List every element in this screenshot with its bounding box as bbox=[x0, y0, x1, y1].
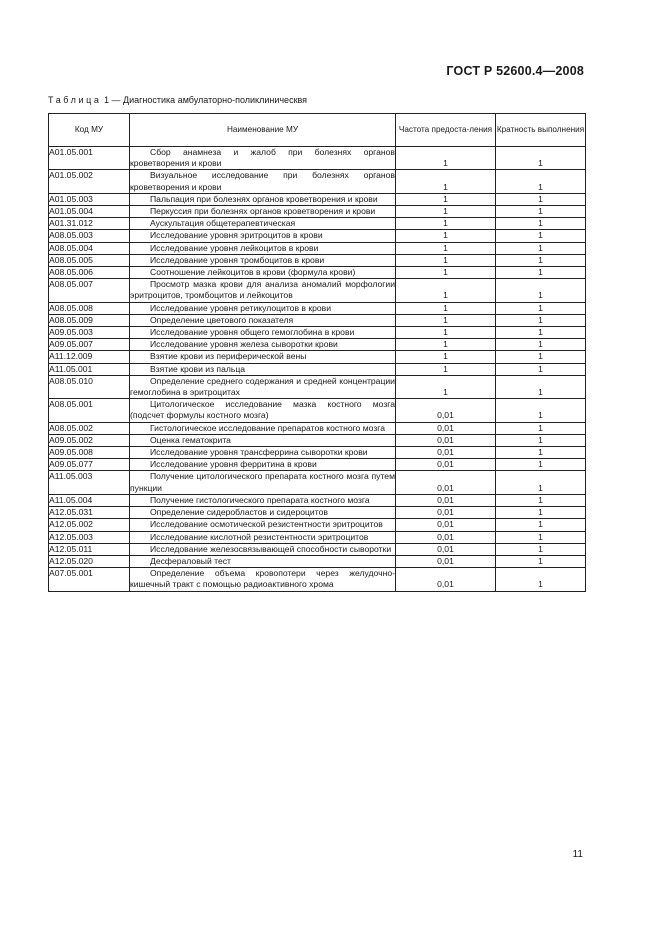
cell-multiplicity: 1 bbox=[496, 434, 586, 446]
cell-code: A09.05.003 bbox=[49, 327, 130, 339]
cell-name: Визуальное исследование при болезнях органов кроветворения и крови bbox=[130, 170, 395, 192]
table-row bbox=[49, 327, 586, 339]
table-caption-label: Таблица bbox=[48, 95, 102, 105]
cell-multiplicity: 1 bbox=[496, 399, 586, 422]
page-number: 11 bbox=[572, 849, 583, 860]
cell-code: A08.05.003 bbox=[49, 230, 130, 242]
services-table bbox=[48, 113, 586, 592]
column-header-code: Код МУ bbox=[49, 114, 130, 147]
table-row bbox=[49, 434, 586, 446]
cell-multiplicity: 1 bbox=[496, 279, 586, 302]
cell-name: Исследование уровня общего гемоглобина в крови bbox=[130, 327, 396, 339]
table-row bbox=[49, 447, 586, 459]
cell-code: A01.05.001 bbox=[49, 147, 130, 170]
cell-frequency: 0,01 bbox=[396, 568, 496, 591]
cell-name: Определение объема кровопотери через желудочно-кишечный тракт с помощью радиоактивного хрома bbox=[130, 568, 395, 590]
column-header-name: Наименование МУ bbox=[130, 114, 396, 147]
cell-multiplicity: 1 bbox=[496, 314, 586, 326]
cell-name: Исследование осмотической резистентности эритроцитов bbox=[130, 519, 396, 531]
table-row bbox=[49, 242, 586, 254]
cell-multiplicity: 1 bbox=[496, 531, 586, 543]
cell-code: A08.05.008 bbox=[49, 302, 130, 314]
cell-code: A09.05.008 bbox=[49, 447, 130, 459]
cell-code: A12.05.031 bbox=[49, 507, 130, 519]
table-row bbox=[49, 206, 586, 218]
cell-code: A09.05.077 bbox=[49, 459, 130, 471]
cell-name: Сбор анамнеза и жалоб при болезнях органов кроветворения и крови bbox=[130, 147, 395, 169]
cell-frequency: 0,01 bbox=[396, 447, 496, 459]
cell-name: Соотношение лейкоцитов в крови (формула крови) bbox=[130, 267, 396, 279]
cell-multiplicity: 1 bbox=[496, 519, 586, 531]
cell-frequency: 0,01 bbox=[396, 399, 496, 422]
table-row bbox=[49, 218, 586, 230]
cell-frequency: 1 bbox=[396, 242, 496, 254]
cell-frequency: 1 bbox=[396, 147, 496, 170]
cell-name: Исследование уровня ферритина в крови bbox=[130, 459, 396, 471]
table-row bbox=[49, 399, 586, 422]
cell-code: A11.12.009 bbox=[49, 351, 130, 363]
table-row bbox=[49, 422, 586, 434]
cell-multiplicity: 1 bbox=[496, 363, 586, 375]
cell-multiplicity: 1 bbox=[496, 267, 586, 279]
cell-multiplicity: 1 bbox=[496, 327, 586, 339]
table-row bbox=[49, 568, 586, 591]
cell-code: A12.05.020 bbox=[49, 555, 130, 567]
cell-frequency: 1 bbox=[396, 230, 496, 242]
table-row bbox=[49, 555, 586, 567]
cell-multiplicity: 1 bbox=[496, 507, 586, 519]
cell-name: Исследование уровня лейкоцитов в крови bbox=[130, 242, 396, 254]
cell-multiplicity: 1 bbox=[496, 459, 586, 471]
cell-frequency: 1 bbox=[396, 170, 496, 193]
cell-code: A09.05.002 bbox=[49, 434, 130, 446]
cell-multiplicity: 1 bbox=[496, 339, 586, 351]
table-row bbox=[49, 543, 586, 555]
cell-frequency: 1 bbox=[396, 279, 496, 302]
cell-name: Исследование уровня тромбоцитов в крови bbox=[130, 254, 396, 266]
cell-code: A08.05.007 bbox=[49, 279, 130, 302]
cell-frequency: 1 bbox=[396, 314, 496, 326]
cell-multiplicity: 1 bbox=[496, 555, 586, 567]
column-header-frequency: Частота предоста-ления bbox=[396, 114, 496, 147]
cell-code: A09.05.007 bbox=[49, 339, 130, 351]
cell-code: A08.05.006 bbox=[49, 267, 130, 279]
table-row bbox=[49, 147, 586, 170]
table-caption bbox=[48, 95, 307, 105]
cell-code: A08.05.010 bbox=[49, 375, 130, 398]
document-code: ГОСТ Р 52600.4—2008 bbox=[446, 64, 584, 78]
cell-code: A08.05.009 bbox=[49, 314, 130, 326]
cell-name: Определение сидеробластов и сидероцитов bbox=[130, 507, 396, 519]
cell-multiplicity: 1 bbox=[496, 254, 586, 266]
cell-code: A07.05.001 bbox=[49, 568, 130, 591]
cell-code: A01.05.004 bbox=[49, 206, 130, 218]
cell-name: Аускультация общетерапевтическая bbox=[130, 218, 396, 230]
cell-frequency: 1 bbox=[396, 218, 496, 230]
cell-code: A08.05.004 bbox=[49, 242, 130, 254]
table-row bbox=[49, 363, 586, 375]
cell-frequency: 0,01 bbox=[396, 422, 496, 434]
column-header-multiplicity: Кратность выполнения bbox=[496, 114, 586, 147]
cell-multiplicity: 1 bbox=[496, 230, 586, 242]
cell-multiplicity: 1 bbox=[496, 447, 586, 459]
cell-name: Исследование кислотной резистентности эритроцитов bbox=[130, 531, 396, 543]
table-row bbox=[49, 230, 586, 242]
table-row bbox=[49, 254, 586, 266]
cell-frequency: 1 bbox=[396, 302, 496, 314]
cell-multiplicity: 1 bbox=[496, 242, 586, 254]
cell-frequency: 0,01 bbox=[396, 531, 496, 543]
table-row bbox=[49, 279, 586, 302]
cell-frequency: 1 bbox=[396, 267, 496, 279]
table-body bbox=[49, 147, 586, 592]
table-row bbox=[49, 351, 586, 363]
cell-code: A11.05.003 bbox=[49, 471, 130, 494]
cell-code: A12.05.002 bbox=[49, 519, 130, 531]
table-row bbox=[49, 459, 586, 471]
table-header-row bbox=[49, 114, 586, 147]
table-row bbox=[49, 314, 586, 326]
cell-multiplicity: 1 bbox=[496, 422, 586, 434]
cell-frequency: 1 bbox=[396, 206, 496, 218]
cell-code: A08.05.005 bbox=[49, 254, 130, 266]
cell-name: Просмотр мазка крови для анализа аномалий морфологии эритроцитов, тромбоцитов и лейкоцитов bbox=[130, 279, 395, 301]
table-caption-text: 1 — Диагностика амбулаторно-поликлиническвя bbox=[101, 95, 308, 105]
table-row bbox=[49, 339, 586, 351]
cell-multiplicity: 1 bbox=[496, 218, 586, 230]
cell-frequency: 1 bbox=[396, 375, 496, 398]
cell-multiplicity: 1 bbox=[496, 193, 586, 205]
table-row bbox=[49, 471, 586, 494]
cell-multiplicity: 1 bbox=[496, 471, 586, 494]
table-row bbox=[49, 507, 586, 519]
cell-frequency: 0,01 bbox=[396, 434, 496, 446]
cell-multiplicity: 1 bbox=[496, 170, 586, 193]
cell-name: Исследование уровня железа сыворотки крови bbox=[130, 339, 396, 351]
cell-frequency: 0,01 bbox=[396, 459, 496, 471]
table-row bbox=[49, 519, 586, 531]
cell-frequency: 1 bbox=[396, 193, 496, 205]
cell-code: A12.05.003 bbox=[49, 531, 130, 543]
cell-code: A12.05.011 bbox=[49, 543, 130, 555]
cell-frequency: 0,01 bbox=[396, 471, 496, 494]
table-row bbox=[49, 170, 586, 193]
cell-frequency: 0,01 bbox=[396, 555, 496, 567]
cell-frequency: 0,01 bbox=[396, 543, 496, 555]
cell-name: Исследование железосвязывающей способности сыворотки bbox=[130, 543, 396, 555]
cell-multiplicity: 1 bbox=[496, 543, 586, 555]
cell-name: Исследование уровня эритроцитов в крови bbox=[130, 230, 396, 242]
cell-name: Десфераловый тест bbox=[130, 555, 396, 567]
cell-multiplicity: 1 bbox=[496, 147, 586, 170]
cell-name: Получение гистологического препарата костного мозга bbox=[130, 494, 396, 506]
table-row bbox=[49, 267, 586, 279]
cell-frequency: 0,01 bbox=[396, 507, 496, 519]
cell-multiplicity: 1 bbox=[496, 302, 586, 314]
cell-name: Пальпация при болезнях органов кроветворения и крови bbox=[130, 193, 396, 205]
cell-frequency: 0,01 bbox=[396, 494, 496, 506]
cell-name: Определение среднего содержания и средней концентрации гемоглобина в эритроцитах bbox=[130, 375, 395, 398]
cell-name: Получение цитологического препарата костного мозга путем пункции bbox=[130, 471, 395, 493]
cell-name: Взятие крови из периферической вены bbox=[130, 351, 396, 363]
cell-name: Гистологическое исследование препаратов костного мозга bbox=[130, 422, 396, 434]
cell-multiplicity: 1 bbox=[496, 351, 586, 363]
cell-multiplicity: 1 bbox=[496, 375, 586, 398]
cell-code: A08.05.001 bbox=[49, 399, 130, 422]
cell-code: A01.31.012 bbox=[49, 218, 130, 230]
cell-code: A01.05.003 bbox=[49, 193, 130, 205]
cell-frequency: 1 bbox=[396, 254, 496, 266]
table-row bbox=[49, 375, 586, 398]
cell-frequency: 0,01 bbox=[396, 519, 496, 531]
cell-multiplicity: 1 bbox=[496, 494, 586, 506]
cell-name: Определение цветового показателя bbox=[130, 314, 396, 326]
cell-name: Взятие крови из пальца bbox=[130, 363, 396, 375]
cell-code: A11.05.001 bbox=[49, 363, 130, 375]
cell-frequency: 1 bbox=[396, 327, 496, 339]
table-row bbox=[49, 193, 586, 205]
cell-name: Исследование уровня ретикулоцитов в крови bbox=[130, 302, 396, 314]
table-row bbox=[49, 494, 586, 506]
table-row bbox=[49, 302, 586, 314]
table-row bbox=[49, 531, 586, 543]
cell-multiplicity: 1 bbox=[496, 568, 586, 591]
cell-code: A01.05.002 bbox=[49, 170, 130, 193]
cell-frequency: 1 bbox=[396, 351, 496, 363]
cell-multiplicity: 1 bbox=[496, 206, 586, 218]
cell-name: Оценка гематокрита bbox=[130, 434, 396, 446]
cell-name: Перкуссия при болезнях органов кроветворения и крови bbox=[130, 206, 396, 218]
cell-frequency: 1 bbox=[396, 339, 496, 351]
cell-frequency: 1 bbox=[396, 363, 496, 375]
cell-code: A11.05.004 bbox=[49, 494, 130, 506]
cell-name: Исследование уровня трансферрина сыворотки крови bbox=[130, 447, 396, 459]
cell-code: A08.05.002 bbox=[49, 422, 130, 434]
cell-name: Цитологическое исследование мазка костного мозга (подсчет формулы костного мозга) bbox=[130, 399, 395, 421]
